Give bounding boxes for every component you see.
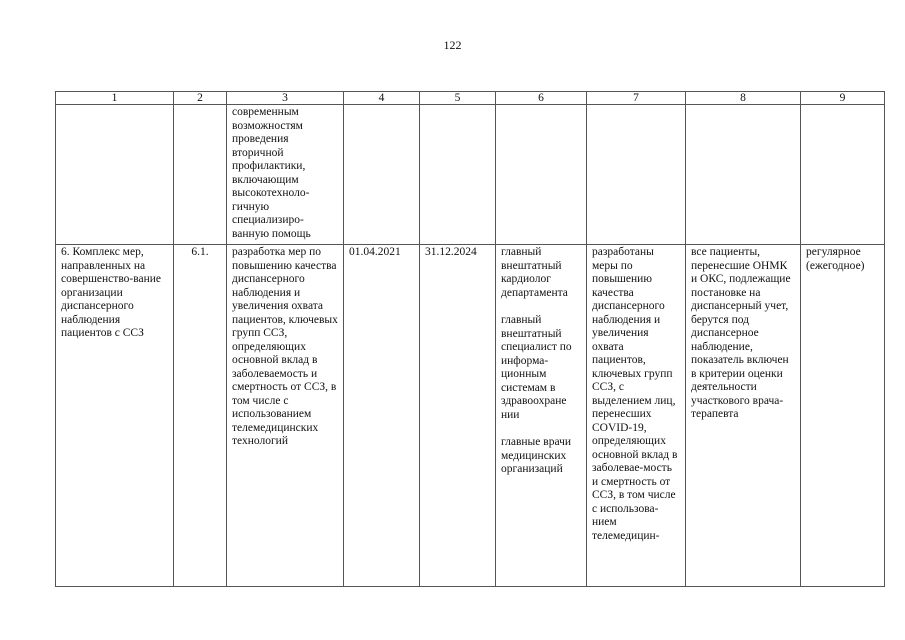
column-header: 9	[801, 92, 885, 105]
column-header: 1	[56, 92, 174, 105]
measures-table	[55, 91, 885, 587]
result-cell: разработаны меры по повышению качества диспансерного наблюдения и увеличения охвата пациентов, ключевых групп ССЗ, с выделением лиц, перенесших COVID-19, определяющих основной вклад в заболевае-мость и смертность от ССЗ, в том числе с использова-нием телемедицин-	[587, 245, 686, 587]
table-cell	[686, 105, 801, 245]
start-date-cell: 01.04.2021	[344, 245, 420, 587]
column-header: 7	[587, 92, 686, 105]
responsible-item: главные врачи медицинских организаций	[501, 436, 572, 475]
column-header: 8	[686, 92, 801, 105]
table-row-continuation	[56, 105, 885, 245]
indicator-cell: все пациенты, перенесшие ОНМК и ОКС, подлежащие постановке на диспансерный учет, берутся под диспансерное наблюдение, показатель включен в критерии оценки деятельности участкового врача-терапевта	[686, 245, 801, 587]
table-cell: современным возможностям проведения вторичной профилактики, включающим высокотехноло-гичную специализиро-ванную помощь	[227, 105, 344, 245]
column-header: 3	[227, 92, 344, 105]
page-number: 122	[443, 38, 462, 52]
measure-number-cell: 6.1.	[174, 245, 227, 587]
column-header: 2	[174, 92, 227, 105]
column-header: 6	[496, 92, 587, 105]
end-date-cell: 31.12.2024	[420, 245, 496, 587]
table-header-row	[56, 92, 885, 105]
table-cell	[587, 105, 686, 245]
measure-title-cell: 6. Комплекс мер, направленных на совершенство-вание организации диспансерного наблюдения пациентов с ССЗ	[56, 245, 174, 587]
table-cell	[801, 105, 885, 245]
responsible-item: главный внештатный кардиолог департамента	[501, 246, 568, 299]
measure-description-cell: разработка мер по повышению качества диспансерного наблюдения и увеличения охвата пациентов, ключевых групп ССЗ, определяющих основной вклад в заболеваемость и смертность от ССЗ, в том числе с использованием телемедицинских технологий	[227, 245, 344, 587]
table-row-measure-6	[56, 245, 885, 587]
table-cell	[420, 105, 496, 245]
table-cell	[56, 105, 174, 245]
column-header: 4	[344, 92, 420, 105]
responsible-item: главный внештатный специалист по информа-ционным системам в здравоохране нии	[501, 314, 572, 421]
responsible-cell	[496, 245, 587, 587]
table-cell	[174, 105, 227, 245]
frequency-cell: регулярное (ежегодное)	[801, 245, 885, 587]
column-header: 5	[420, 92, 496, 105]
table-cell	[496, 105, 587, 245]
table-cell	[344, 105, 420, 245]
